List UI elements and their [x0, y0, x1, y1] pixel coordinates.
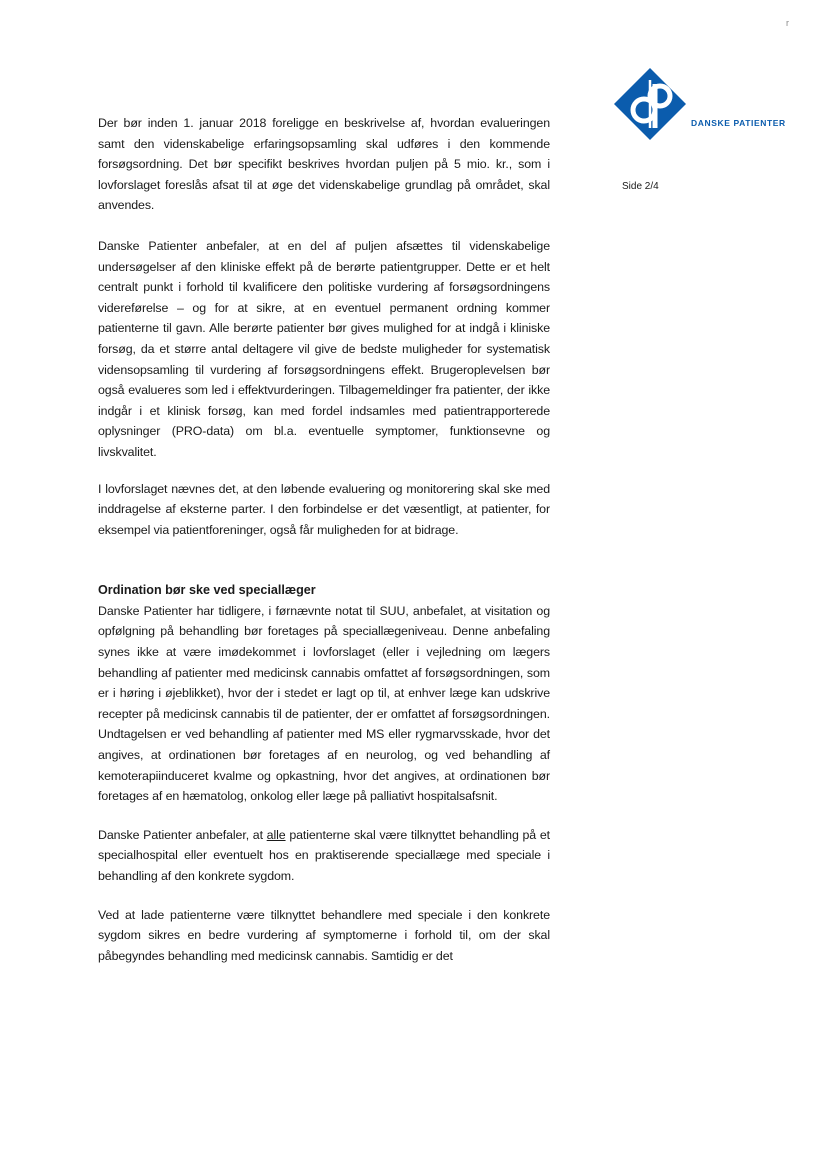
paragraph-specialist-prescription: Danske Patienter har tidligere, i førnævnte notat til SUU, anbefalet, at visitation og opfølgning på behandling bør foretages på speciallægeniveau. Denne anbefaling synes ikke at være imødekommet i lovforslaget (eller i vejledning om lægers behandling af patienter med medicinsk cannabis omfattet af forsøgsordningen, som er i høring i øjeblikket), hvor der i stedet er lagt op til, at enhver læge kan udskrive recepter på medicinsk cannabis til de patienter, der er omfattet af forsøgsordningen. Undtagelsen er ved behandling af patienter med MS eller rygmarvsskade, hvor det angives, at ordinationen bør foretages af en neurolog, og ved behandling af kemoterapiinduceret kvalme og opkastning, hvor det angives, at ordinationen bør foretages af en hæmatolog, onkolog eller læge på palliativt hospitalsafsnit. — [98, 603, 550, 804]
paragraph-evaluation: Der bør inden 1. januar 2018 foreligge en beskrivelse af, hvordan evalueringen samt den videnskabelige erfaringsopsamling skal udføres i den kommende forsøgsordning. Det bør specifikt beskrives hvordan puljen på 5 mio. kr., som i lovforslaget foreslås afsat til at øge det videnskabelige grundlag på området, skal anvendes. — [98, 116, 550, 213]
logo-wordmark: DANSKE PATIENTER — [691, 118, 786, 128]
para5-emphasis: alle — [266, 827, 286, 842]
paragraph-external-parties: I lovforslaget nævnes det, at den løbende evaluering og monitorering skal ske med inddragelse af eksterne parter. I den forbindelse er det væsentligt, at patienter, for eksempel via patientforeninger, også får muligheden for at bidrage. — [98, 481, 550, 537]
page-number: Side 2/4 — [622, 181, 659, 192]
letter-body — [98, 113, 550, 982]
section-heading: Ordination bør ske ved speciallæger — [98, 583, 316, 598]
para5-text-start: Danske Patienter anbefaler, at — [98, 827, 267, 842]
para5-text-end: patienterne skal være tilknyttet behandling på et specialhospital eller eventuelt hos en praktiserende speciallæge med speciale i behandling af den konkrete sygdom. — [98, 827, 550, 883]
paragraph-better-assessment: Ved at lade patienterne være tilknyttet behandlere med speciale i den konkrete sygdom sikres en bedre vurdering af symptomerne i forhold til, om der skal påbegyndes behandling med medicinsk cannabis. Samtidig er det — [98, 907, 550, 963]
dp-logo-icon — [612, 66, 688, 142]
paragraph-recommendation-specialist — [98, 825, 550, 887]
paragraph-recommendation-research: Danske Patienter anbefaler, at en del af puljen afsættes til videnskabelige undersøgelser af den kliniske effekt på de berørte patientgrupper. Dette er et helt centralt punkt i forhold til kvalificere den politiske vurdering af forsøgsordningens videreførelse – og for at sikre, at en eventuel permanent ordning kommer patienterne til gavn. Alle berørte patienter bør gives mulighed for at indgå i kliniske forsøg, da et større antal deltagere vil give de bedste muligheder for systematisk vidensopsamling til vurdering af forsøgsordningens effekt. Brugeroplevelsen bør også evalueres som led i effektvurderingen. Tilbagemeldinger fra patienter, der ikke indgår i et klinisk forsøg, kan med fordel indsamles med patientrapporterede oplysninger (PRO-data) om bl.a. eventuelle symptomer, funktionsevne og livskvalitet. — [98, 238, 550, 459]
danske-patienter-logo — [612, 66, 786, 146]
corner-mark: r — [786, 18, 789, 28]
